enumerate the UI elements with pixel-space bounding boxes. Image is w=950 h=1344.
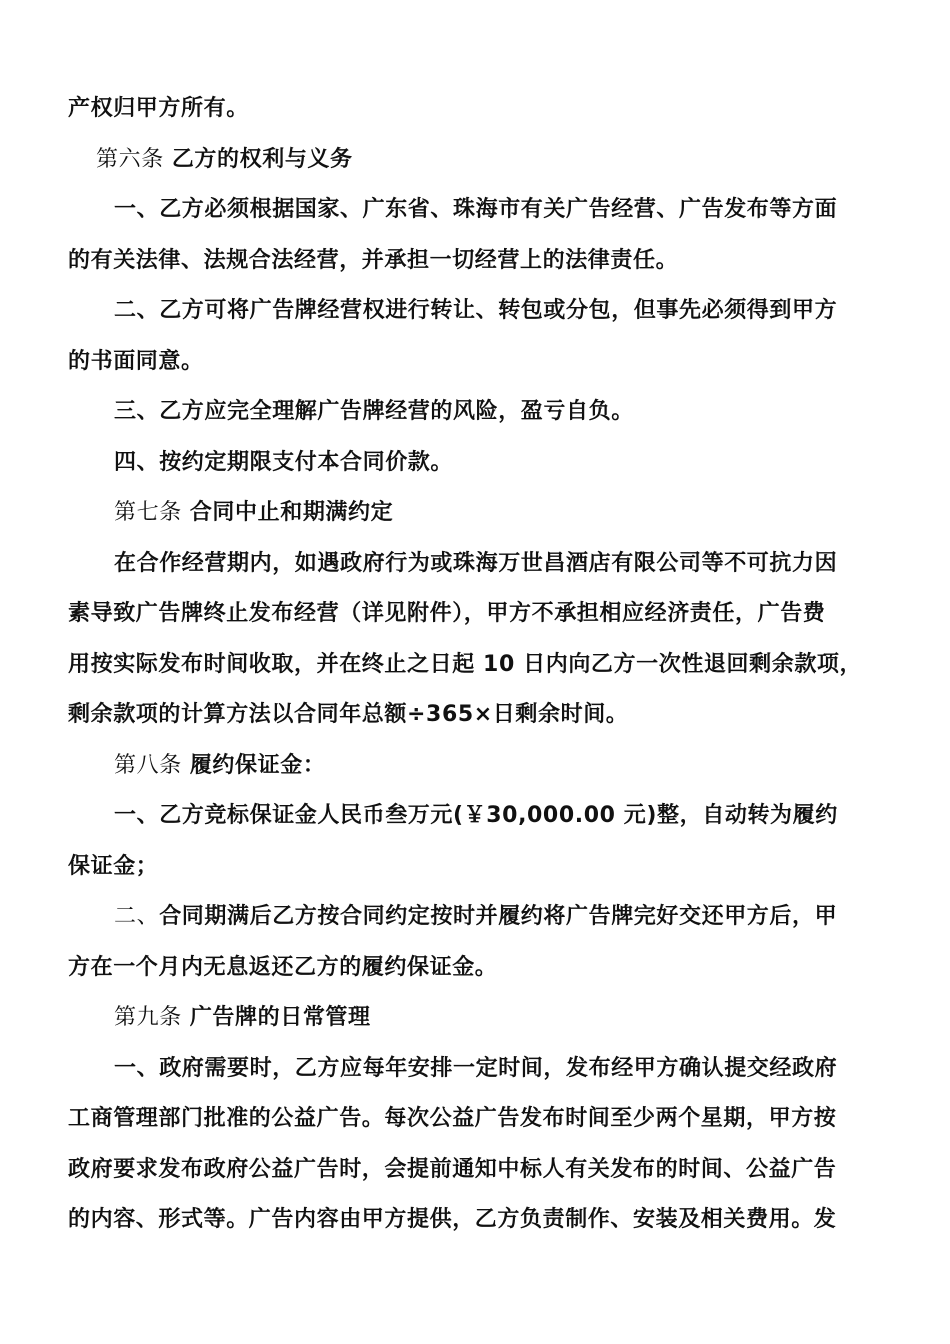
article-8-heading [68, 741, 890, 792]
article-label: 第九条 [114, 1005, 182, 1030]
paragraph-line: 四、按约定期限支付本合同价款。 [114, 449, 454, 475]
paragraph-line [68, 892, 890, 943]
paragraph-line: 剩余款项的计算方法以合同年总额÷365×日剩余时间。 [68, 702, 629, 727]
clause-prefix: 二、 [114, 904, 160, 929]
paragraph-line: 一、乙方必须根据国家、广东省、珠海市有关广告经营、广告发布等方面 [114, 197, 838, 222]
article-6-heading [68, 135, 890, 186]
document-body [68, 84, 890, 1246]
paragraph-line: 保证金； [68, 853, 159, 879]
paragraph-line: 的有关法律、法规合法经营，并承担一切经营上的法律责任。 [68, 247, 679, 273]
paragraph-line: 一、乙方竞标保证金人民币叁万元(￥30,000.00 元)整，自动转为履约 [114, 803, 838, 828]
paragraph-line: 的书面同意。 [68, 348, 204, 374]
article-7-heading [68, 488, 890, 539]
paragraph-line: 在合作经营期内，如遇政府行为或珠海万世昌酒店有限公司等不可抗力因 [114, 550, 838, 576]
article-label: 第六条 [96, 146, 164, 172]
paragraph-line: 用按实际发布时间收取，并在终止之日起 10 日内向乙方一次性退回剩余款项， [68, 651, 863, 677]
article-label: 第七条 [114, 500, 182, 525]
article-9-heading [68, 993, 890, 1044]
article-title: 乙方的权利与义务 [171, 146, 353, 172]
article-title: 履约保证金： [189, 752, 326, 778]
article-title: 合同中止和期满约定 [189, 500, 394, 525]
paragraph-line: 的内容、形式等。广告内容由甲方提供，乙方负责制作、安装及相关费用。发 [68, 1207, 837, 1232]
paragraph-line: 一、政府需要时，乙方应每年安排一定时间，发布经甲方确认提交经政府 [114, 1055, 838, 1081]
article-title: 广告牌的日常管理 [189, 1005, 371, 1030]
paragraph-line: 二、乙方可将广告牌经营权进行转让、转包或分包，但事先必须得到甲方 [114, 298, 838, 323]
clause-text: 合同期满后乙方按合同约定按时并履约将广告牌完好交还甲方后，甲 [159, 904, 838, 929]
paragraph-line: 产权归甲方所有。 [68, 96, 249, 121]
paragraph-line: 三、乙方应完全理解广告牌经营的风险，盈亏自负。 [114, 399, 634, 424]
article-label: 第八条 [114, 752, 182, 778]
paragraph-line: 工商管理部门批准的公益广告。每次公益广告发布时间至少两个星期，甲方按 [68, 1106, 837, 1131]
paragraph-line: 方在一个月内无息返还乙方的履约保证金。 [68, 954, 498, 980]
paragraph-line: 素导致广告牌终止发布经营（详见附件），甲方不承担相应经济责任，广告费 [68, 601, 826, 626]
paragraph-line: 政府要求发布政府公益广告时，会提前通知中标人有关发布的时间、公益广告 [68, 1156, 837, 1182]
